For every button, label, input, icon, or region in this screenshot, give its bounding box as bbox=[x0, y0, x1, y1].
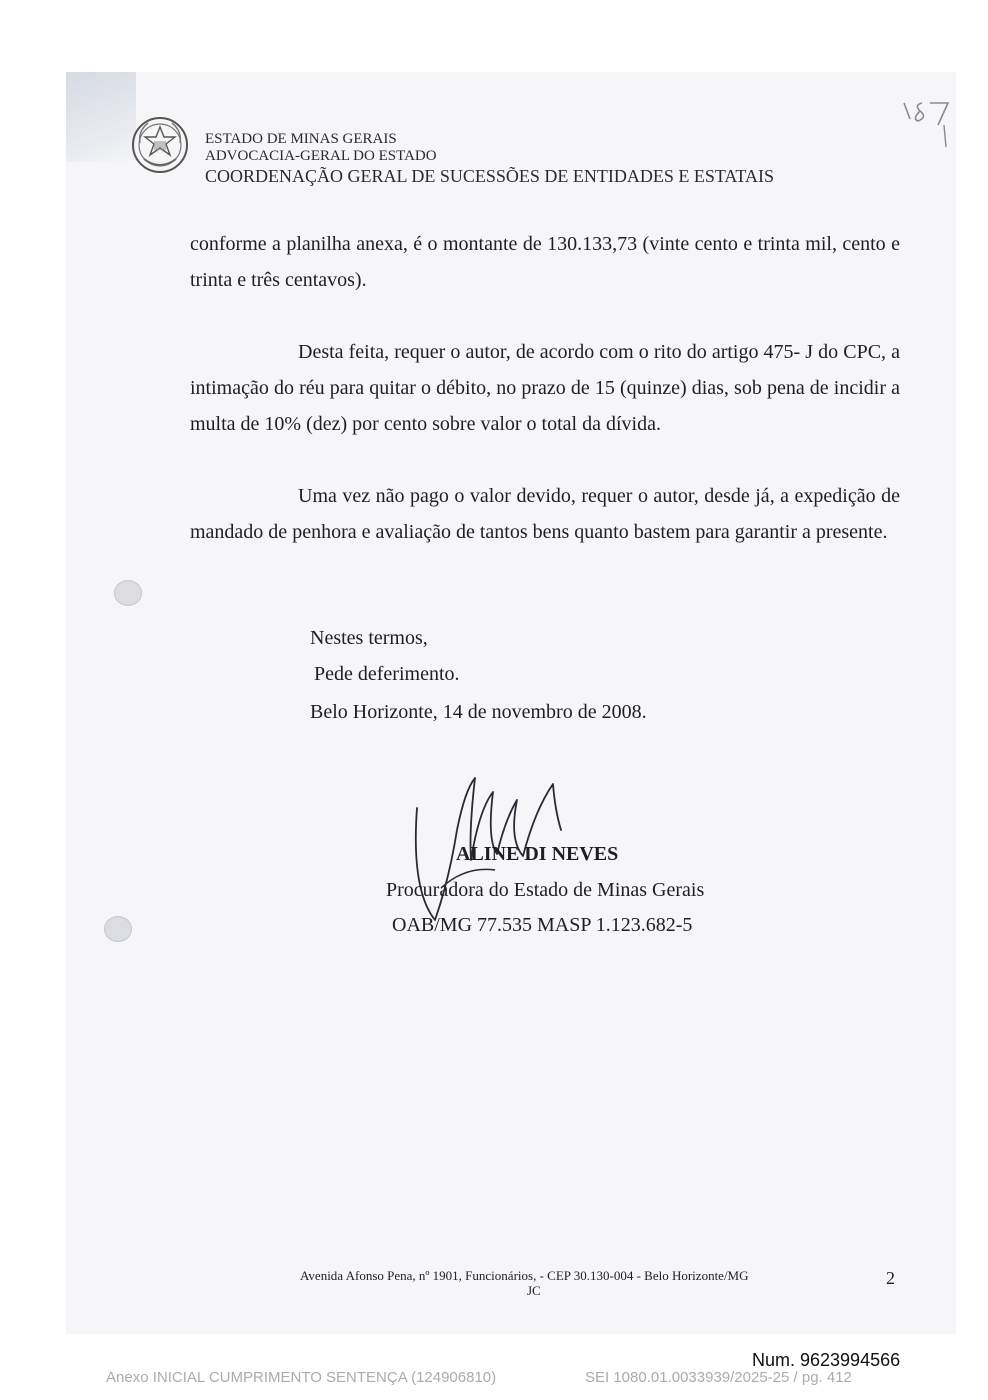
handwritten-page-stamp bbox=[900, 95, 960, 155]
annex-label: Anexo INICIAL CUMPRIMENTO SENTENÇA (124906810) bbox=[106, 1369, 497, 1386]
signatory-role: Procuradora do Estado de Minas Gerais bbox=[386, 879, 705, 901]
punch-hole bbox=[104, 916, 132, 942]
signatory-registration: OAB/MG 77.535 MASP 1.123.682-5 bbox=[392, 914, 693, 936]
punch-hole bbox=[114, 580, 142, 606]
header-department: COORDENAÇÃO GERAL DE SUCESSÕES DE ENTIDADES E ESTATAIS bbox=[205, 166, 774, 186]
state-coat-of-arms-icon bbox=[130, 113, 190, 177]
closing-terms: Nestes termos, bbox=[310, 627, 428, 649]
closing-request: Pede deferimento. bbox=[314, 663, 460, 685]
header-state: ESTADO DE MINAS GERAIS bbox=[205, 131, 397, 147]
page-number: 2 bbox=[886, 1268, 895, 1288]
scan-shadow bbox=[66, 72, 136, 162]
sei-reference: SEI 1080.01.0033939/2025-25 / pg. 412 bbox=[585, 1369, 852, 1386]
document-number: Num. 9623994566 bbox=[752, 1350, 901, 1370]
place-and-date: Belo Horizonte, 14 de novembro de 2008. bbox=[310, 701, 647, 723]
paragraph: conforme a planilha anexa, é o montante de 130.133,73 (vinte cento e trinta mil, cento e trinta e três centavos). bbox=[190, 233, 900, 291]
paragraph: Desta feita, requer o autor, de acordo com o rito do artigo 475- J do CPC, a intimação do réu para quitar o débito, no prazo de 15 (quinze) dias, sob pena de incidir a multa de 10% (dez) por cento sobre valor o total da dívida. bbox=[190, 341, 900, 435]
footer-initials: JC bbox=[527, 1283, 541, 1298]
footer-address: Avenida Afonso Pena, nº 1901, Funcionários, - CEP 30.130-004 - Belo Horizonte/MG bbox=[300, 1268, 749, 1283]
paragraph: Uma vez não pago o valor devido, requer o autor, desde já, a expedição de mandado de penhora e avaliação de tantos bens quanto bastem para garantir a presente. bbox=[190, 485, 900, 543]
signatory-name: ALINE DI NEVES bbox=[456, 843, 619, 865]
header-agency: ADVOCACIA-GERAL DO ESTADO bbox=[205, 148, 437, 164]
